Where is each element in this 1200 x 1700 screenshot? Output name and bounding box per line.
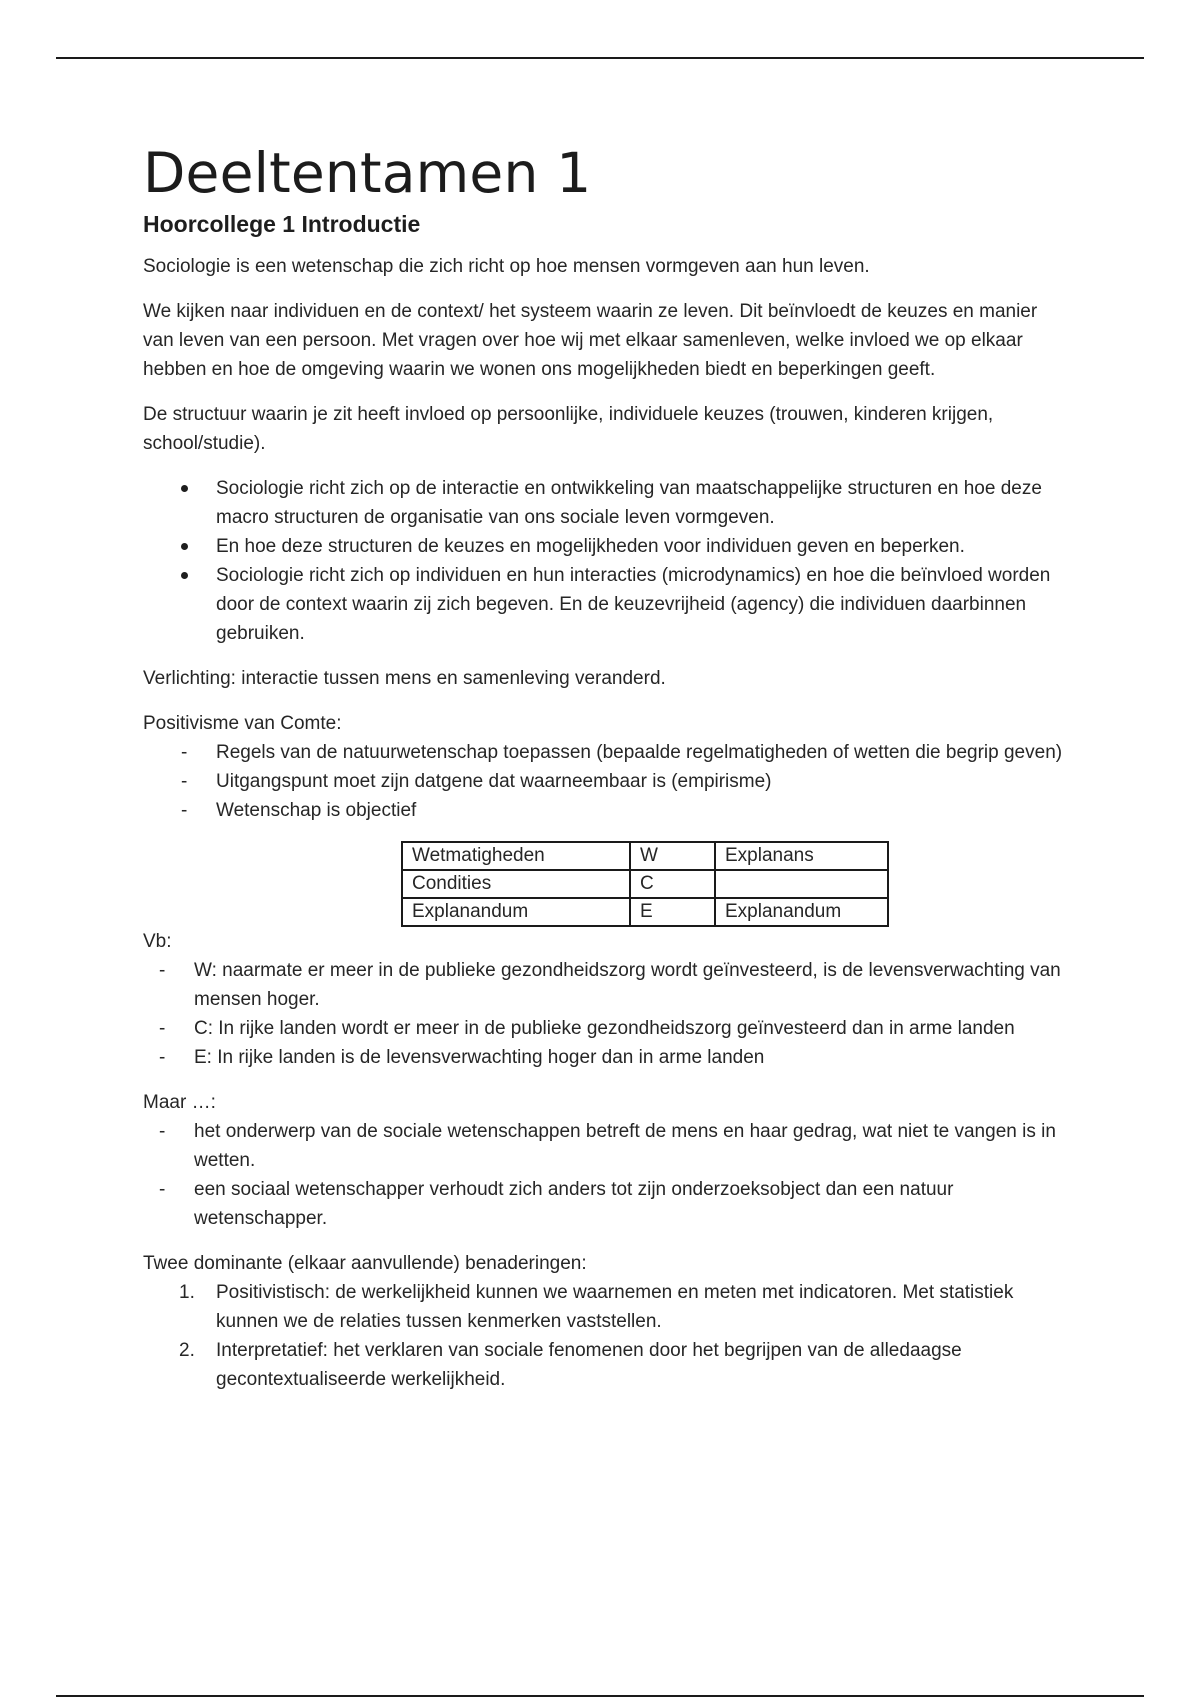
bullet-list — [143, 474, 1063, 648]
table-cell: Explanandum — [402, 898, 630, 926]
table-row — [402, 870, 888, 898]
table-cell: W — [630, 842, 715, 870]
table-cell: Condities — [402, 870, 630, 898]
header-rule — [56, 57, 1144, 59]
list-item: - Regels van de natuurwetenschap toepassen (bepaalde regelmatigheden of wetten die begrip geven) — [143, 738, 1063, 767]
section-heading: Hoorcollege 1 Introductie — [143, 211, 421, 237]
list-item — [143, 1278, 1063, 1336]
paragraph: Verlichting: interactie tussen mens en samenleving veranderd. — [143, 668, 666, 689]
table-cell: Explanandum — [715, 898, 888, 926]
table-row — [402, 842, 888, 870]
list-heading: Maar …: — [143, 1092, 216, 1113]
dn-model-table — [401, 841, 889, 927]
list-item: En hoe deze structuren de keuzes en mogelijkheden voor individuen geven en beperken. — [143, 532, 1063, 561]
footer-rule — [56, 1695, 1144, 1697]
list-item — [143, 1336, 1063, 1394]
table-cell: C — [630, 870, 715, 898]
paragraph: We kijken naar individuen en de context/ het systeem waarin ze leven. Dit beïnvloedt de keuzes en manier van leven van een persoon. Met vragen over hoe wij met elkaar samenleven, welke invloed we op elkaar hebben en hoe de omgeving waarin we wonen ons mogelijkheden biedt en beperkingen geeft. — [143, 301, 1038, 380]
list-item-text: Positivistisch: de werkelijkheid kunnen we waarnemen en meten met indicatoren. Met statistiek kunnen we de relaties tussen kenmerken vaststellen. — [216, 1282, 1014, 1332]
paragraph: De structuur waarin je zit heeft invloed op persoonlijke, individuele keuzes (trouwen, kinderen krijgen, school/studie). — [143, 404, 994, 454]
list-item-text: Interpretatief: het verklaren van sociale fenomenen door het begrijpen van de alledaagse gecontextualiseerde werkelijkheid. — [216, 1340, 962, 1390]
list-heading: Vb: — [143, 931, 172, 952]
list-item: - C: In rijke landen wordt er meer in de publieke gezondheidszorg geïnvesteerd dan in arme landen — [143, 1014, 1063, 1043]
table-cell — [715, 870, 888, 898]
table-cell: Explanans — [715, 842, 888, 870]
table-row — [402, 898, 888, 926]
dash-list — [143, 1117, 1063, 1233]
document-body — [143, 140, 1063, 1410]
list-number: 2. — [179, 1340, 195, 1361]
list-item: - E: In rijke landen is de levensverwachting hoger dan in arme landen — [143, 1043, 1063, 1072]
dash-list — [143, 738, 1063, 825]
list-item: - Uitgangspunt moet zijn datgene dat waarneembaar is (empirisme) — [143, 767, 1063, 796]
numbered-list — [143, 1278, 1063, 1394]
list-heading: Twee dominante (elkaar aanvullende) benaderingen: — [143, 1253, 587, 1274]
list-item: - het onderwerp van de sociale wetenschappen betreft de mens en haar gedrag, wat niet te vangen is in wetten. — [143, 1117, 1063, 1175]
list-number: 1. — [179, 1282, 195, 1303]
list-item: Sociologie richt zich op individuen en hun interacties (microdynamics) en hoe die beïnvloed worden door de context waarin zij zich begeven. En de keuzevrijheid (agency) die individuen daarbinnen gebruiken. — [143, 561, 1063, 648]
list-item: - Wetenschap is objectief — [143, 796, 1063, 825]
list-item: - een sociaal wetenschapper verhoudt zich anders tot zijn onderzoeksobject dan een natuur wetenschapper. — [143, 1175, 1063, 1233]
list-item: - W: naarmate er meer in de publieke gezondheidszorg wordt geïnvesteerd, is de levensverwachting van mensen hoger. — [143, 956, 1063, 1014]
list-heading: Positivisme van Comte: — [143, 713, 342, 734]
table-cell: Wetmatigheden — [402, 842, 630, 870]
paragraph: Sociologie is een wetenschap die zich richt op hoe mensen vormgeven aan hun leven. — [143, 256, 870, 277]
document-title: Deeltentamen 1 — [143, 141, 592, 205]
table-cell: E — [630, 898, 715, 926]
list-item: Sociologie richt zich op de interactie en ontwikkeling van maatschappelijke structuren en hoe deze macro structuren de organisatie van ons sociale leven vormgeven. — [143, 474, 1063, 532]
dash-list — [143, 956, 1063, 1072]
